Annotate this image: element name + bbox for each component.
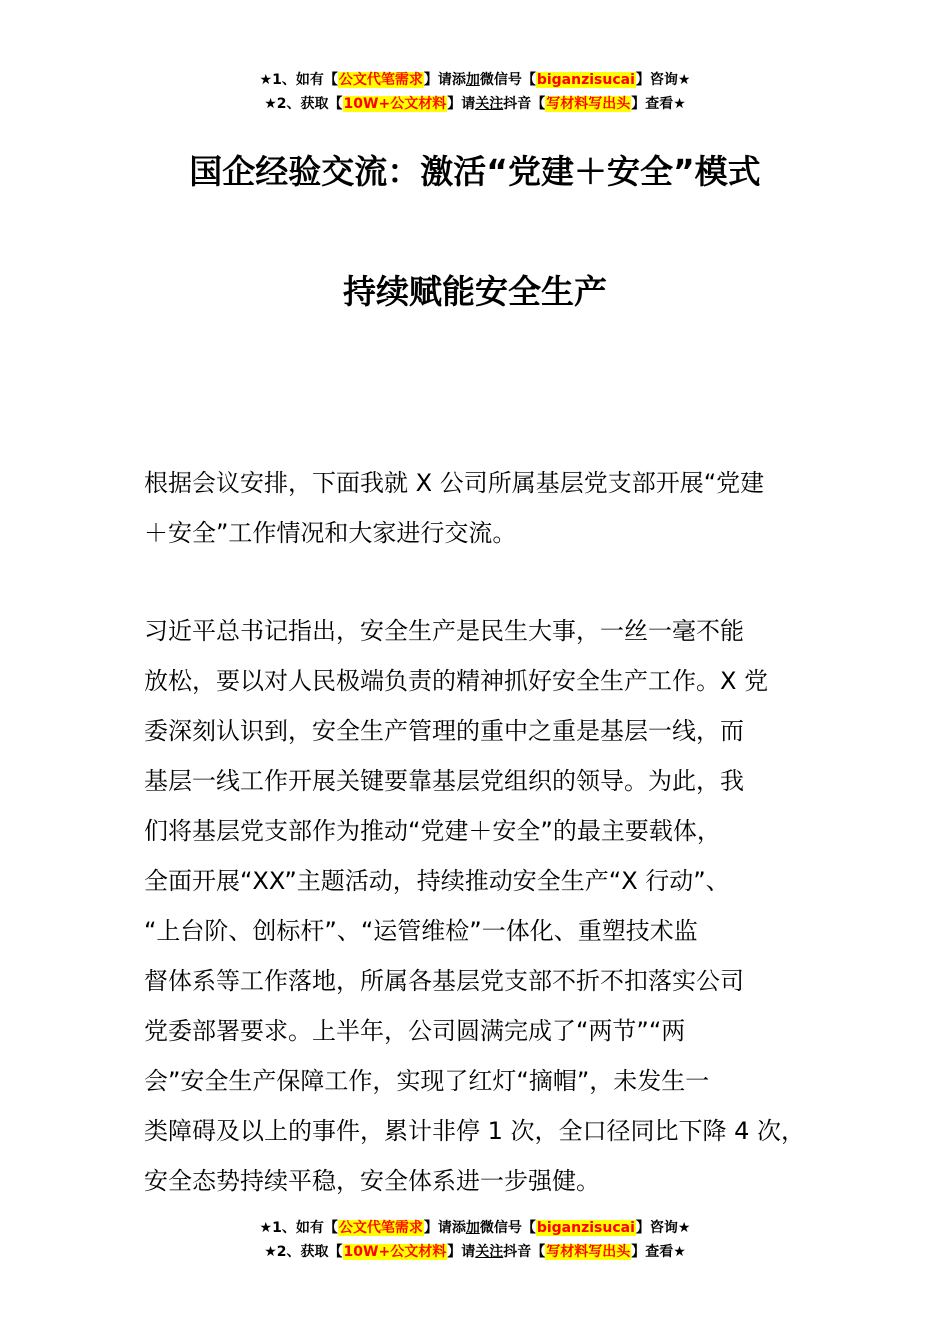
star-icon: ★: [259, 72, 273, 88]
banner-text: 抖音【: [503, 96, 546, 112]
highlight-wechat-id: biganzisucai: [536, 72, 635, 88]
star-icon: ★: [264, 1244, 277, 1260]
text-line: 党委部署要求。上半年，公司圆满完成了“两节”“两: [144, 1017, 686, 1045]
text-line: 委深刻认识到，安全生产管理的重中之重是基层一线，而: [144, 717, 744, 745]
text-line: 基层一线工作开展关键要靠基层党组织的领导。为此，我: [144, 767, 744, 795]
banner-underlined-text: 关注: [475, 96, 504, 112]
star-icon: ★: [264, 96, 277, 112]
banner-underlined-text: 加: [465, 1220, 480, 1236]
text-line: 全面开展“XX”主题活动，持续推动安全生产“X 行动”、: [144, 867, 730, 895]
highlight-materials: 10W+公文材料: [343, 1244, 447, 1260]
banner-line-1: [0, 1216, 950, 1240]
banner-text: 微信号【: [479, 72, 536, 88]
highlight-douyin-account: 写材料写出头: [546, 1244, 631, 1260]
document-title-line-2: 持续赋能安全生产: [343, 272, 607, 311]
banner-text: 】请添: [423, 1220, 466, 1236]
paragraph-intro: [144, 458, 809, 558]
star-icon: ★: [677, 1220, 691, 1236]
highlight-materials: 10W+公文材料: [343, 96, 447, 112]
highlight-douyin-account: 写材料写出头: [546, 96, 631, 112]
text-line: 们将基层党支部作为推动“党建＋安全”的最主要载体，: [144, 817, 721, 845]
banner-text: 微信号【: [479, 1220, 536, 1236]
banner-text: 抖音【: [503, 1244, 546, 1260]
banner-text: 】查看: [631, 96, 674, 112]
highlight-wechat-id: biganzisucai: [536, 1220, 635, 1236]
highlight-service: 公文代笔需求: [338, 1220, 423, 1236]
text-line: 会”安全生产保障工作，实现了红灯“摘帽”，未发生一: [144, 1067, 710, 1095]
highlight-service: 公文代笔需求: [338, 72, 423, 88]
text-line: “上台阶、创标杆”、“运管维检”一体化、重塑技术监: [144, 917, 698, 945]
banner-text: 】请添: [423, 72, 466, 88]
banner-line-1: [0, 68, 950, 92]
text-line: ＋安全”工作情况和大家进行交流。: [144, 519, 517, 547]
banner-text: 】请: [447, 1244, 476, 1260]
text-line: 放松，要以对人民极端负责的精神抓好安全生产工作。X 党: [144, 667, 769, 695]
banner-text: 2、获取【: [276, 96, 343, 112]
star-icon: ★: [259, 1220, 273, 1236]
star-icon: ★: [673, 1244, 686, 1260]
text-line: 类障碍及以上的事件，累计非停 1 次，全口径同比下降 4 次，: [144, 1117, 806, 1145]
paragraph-body: [144, 606, 809, 1206]
banner-underlined-text: 加: [465, 72, 480, 88]
banner-line-2: [0, 1240, 950, 1264]
text-line: 习近平总书记指出，安全生产是民生大事，一丝一毫不能: [144, 617, 744, 645]
banner-text: 2、获取【: [276, 1244, 343, 1260]
banner-text: 】请: [447, 96, 476, 112]
text-line: 根据会议安排，下面我就 X 公司所属基层党支部开展“党建: [144, 469, 765, 497]
banner-underlined-text: 关注: [475, 1244, 504, 1260]
header-banner: [0, 68, 950, 116]
banner-text: 】咨询: [635, 1220, 678, 1236]
banner-text: 】查看: [631, 1244, 674, 1260]
text-line: 督体系等工作落地，所属各基层党支部不折不扣落实公司: [144, 967, 744, 995]
banner-text: 1、如有【: [272, 72, 338, 88]
footer-banner: [0, 1216, 950, 1264]
banner-text: 】咨询: [635, 72, 678, 88]
document-title-line-1: 国企经验交流：激活“党建＋安全”模式: [189, 152, 761, 191]
banner-text: 1、如有【: [272, 1220, 338, 1236]
text-line: 安全态势持续平稳，安全体系进一步强健。: [144, 1167, 600, 1195]
star-icon: ★: [677, 72, 691, 88]
banner-line-2: [0, 92, 950, 116]
star-icon: ★: [673, 96, 686, 112]
